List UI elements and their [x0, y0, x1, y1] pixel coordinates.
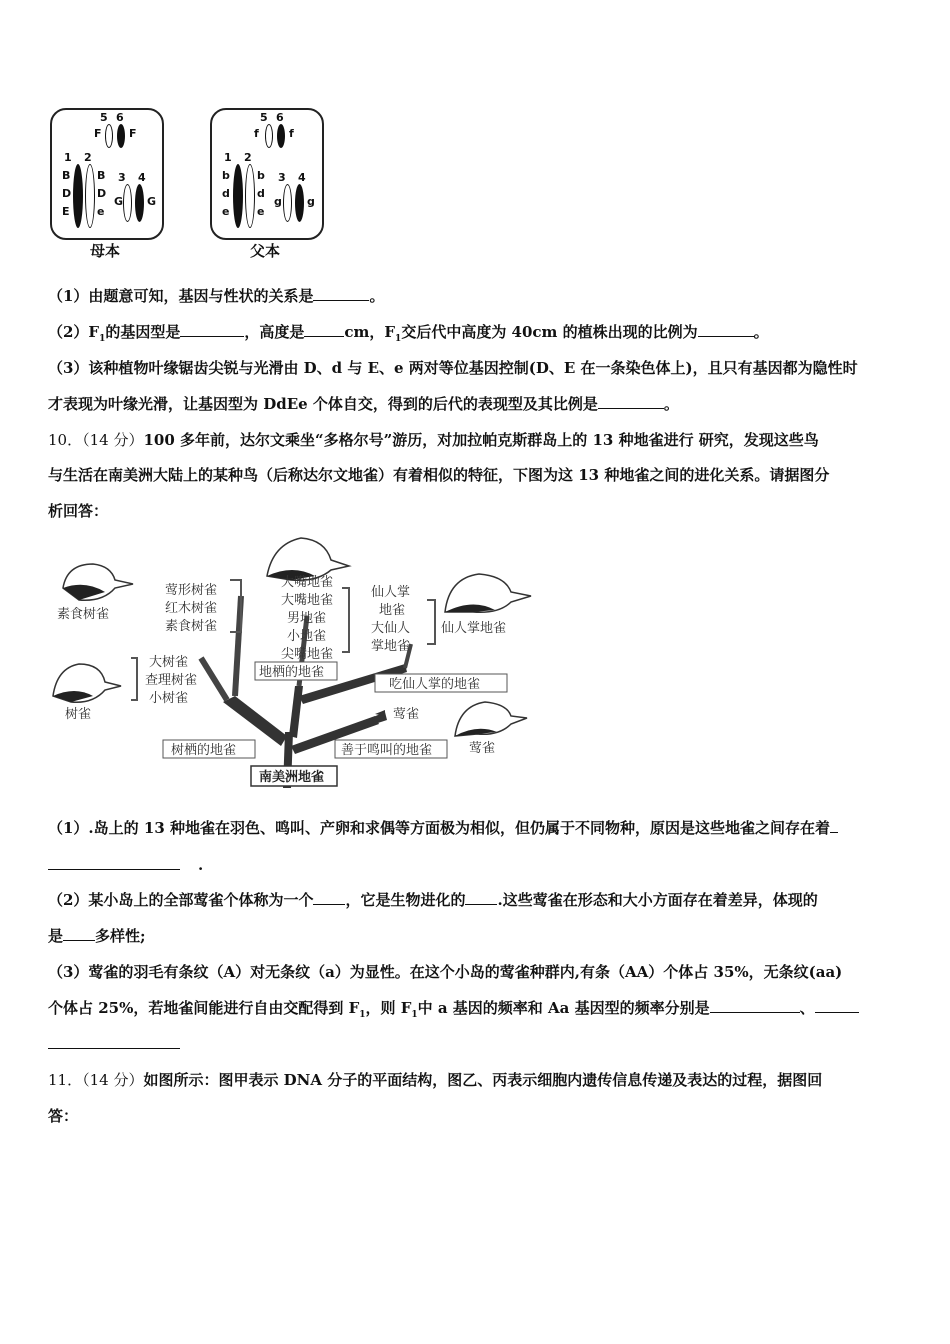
tree-lower-3: 小树雀 — [149, 691, 189, 706]
answer-blank[interactable] — [710, 998, 800, 1013]
gene-label: d — [222, 187, 230, 200]
chromosome-2 — [245, 164, 255, 228]
chromosome-6 — [277, 124, 285, 148]
finch-evolution-diagram — [45, 536, 535, 788]
q9-part3-line1: （3）该种植物叶缘锯齿尖锐与光滑由 D、d 与 E、e 两对等位基因控制(D、E 在一条染色体上)，且只有基因都为隐性时 — [48, 359, 858, 377]
ground-2: 大嘴地雀 — [281, 593, 334, 608]
gene-label: G — [147, 195, 157, 208]
gene-label: e — [97, 205, 105, 218]
bird-head-icon — [445, 574, 531, 612]
tree-box-label: 树栖的地雀 — [171, 743, 237, 758]
bracket-cactus — [427, 600, 435, 644]
ground-box-label: 地栖的地雀 — [259, 665, 325, 680]
gene-label: F — [129, 127, 137, 140]
gene-label: D — [97, 187, 107, 200]
bracket-ground — [342, 588, 349, 652]
chromosome-4 — [135, 184, 144, 222]
gene-label: d — [257, 187, 265, 200]
chromosome-number: 1 — [64, 151, 72, 164]
chromosome-2 — [85, 164, 95, 228]
left-upper-bird-label: 素食树雀 — [57, 607, 110, 622]
q9-part2: $(2)F_1$的基因型是 ，高度是 cm，$F_1$交后代中高度为 40cm 的植株出现的比例为 。 — [48, 323, 769, 344]
branch-tree-lower — [201, 658, 227, 700]
chromosome-4 — [295, 184, 304, 222]
q10-part1-line1: （1）.岛上的 13 种地雀在羽色、鸣叫、产卵和求偶等方面极为相似，但仍属于不同物种，原因是这些地雀之间存在着 — [48, 818, 910, 838]
chromosome-number: 1 — [224, 151, 232, 164]
father-cell — [210, 108, 324, 240]
chromosome-3 — [123, 184, 132, 222]
gene-label: g — [307, 195, 315, 208]
gene-label: g — [274, 195, 282, 208]
cactus-3: 大仙人 — [371, 621, 411, 636]
answer-blank[interactable] — [465, 890, 497, 905]
q10-stem-line2: 与生活在南美洲大陆上的某种鸟（后称达尔文地雀）有着相似的特征，下图为这 13 种地雀之间的进化关系。请据图分 — [48, 466, 830, 484]
answer-blank[interactable] — [313, 890, 345, 905]
chromosome-number: 6 — [276, 111, 284, 124]
q10-part2-line2: 是 多样性; — [48, 927, 146, 945]
tree-upper-3: 素食树雀 — [165, 619, 218, 634]
chromosome-number: 4 — [138, 171, 146, 184]
cactus-box-label: 吃仙人掌的地雀 — [389, 677, 481, 692]
answer-blank[interactable] — [180, 322, 244, 337]
gene-label: B — [62, 169, 71, 182]
chromosome-number: 3 — [278, 171, 286, 184]
gene-label: e — [222, 205, 230, 218]
chromosome-number: 5 — [260, 111, 268, 124]
bird-head-icon — [455, 702, 527, 736]
mother-cell — [50, 108, 164, 240]
gene-label: b — [257, 169, 265, 182]
ground-3: 男地雀 — [287, 611, 327, 626]
chromosome-5 — [105, 124, 113, 148]
chromosome-3 — [283, 184, 292, 222]
q10-stem-line3: 析回答： — [48, 502, 109, 520]
gene-label: f — [289, 127, 294, 140]
chromosome-number: 4 — [298, 171, 306, 184]
cactus-1: 仙人掌 — [371, 585, 411, 600]
bird-head-icon — [267, 538, 349, 580]
chromosome-number: 3 — [118, 171, 126, 184]
gene-label: b — [222, 169, 230, 182]
gene-label: G — [114, 195, 124, 208]
bird-head-icon — [63, 564, 133, 600]
tree-lower-2: 查理树雀 — [145, 673, 198, 688]
song-box-label: 善于鸣叫的地雀 — [341, 743, 433, 758]
gene-label: B — [97, 169, 106, 182]
answer-blank[interactable] — [815, 998, 859, 1013]
ground-1: 大嘴地雀 — [281, 575, 334, 590]
branch-tree-finches — [223, 696, 287, 746]
left-lower-bird-label: 树雀 — [65, 707, 92, 722]
mother-caption: 母本 — [89, 242, 120, 260]
chromosome-number: 2 — [84, 151, 92, 164]
q10-part1-line2: . — [48, 855, 910, 875]
chromosome-6 — [117, 124, 125, 148]
warbler-branch-label: 莺雀 — [393, 707, 420, 722]
tree-upper-2: 红木树雀 — [165, 601, 218, 616]
gene-label: f — [254, 127, 259, 140]
answer-blank[interactable] — [304, 322, 344, 337]
root-box-label: 南美洲地雀 — [259, 770, 325, 785]
chromosome-number: 2 — [244, 151, 252, 164]
warbler-bird-label: 莺雀 — [469, 741, 496, 756]
q10-stem-line1: 10．（14 分）100 多年前，达尔文乘坐“多格尔号”游历，对加拉帕克斯群岛上的 13 种地雀进行 研究，发现这些鸟 — [48, 431, 819, 449]
answer-blank[interactable] — [63, 926, 95, 941]
answer-blank[interactable] — [48, 1034, 180, 1049]
q9-part3-line2: 才表现为叶缘光滑，让基因型为 DdEe 个体自交，得到的后代的表现型及其比例是 。 — [48, 395, 679, 413]
answer-blank[interactable] — [698, 322, 754, 337]
gene-label: E — [62, 205, 70, 218]
chromosome-5 — [265, 124, 273, 148]
gene-label: F — [94, 127, 102, 140]
q10-part3-line3 — [48, 1034, 910, 1054]
gene-label: e — [257, 205, 265, 218]
answer-blank[interactable] — [313, 286, 369, 301]
answer-blank[interactable] — [830, 818, 838, 833]
father-caption: 父本 — [249, 242, 280, 260]
q10-part3-line1: （3）莺雀的羽毛有条纹（A）对无条纹（a）为显性。在这个小岛的莺雀种群内,有条（AA）个体占 35%，无条纹(aa) — [48, 963, 843, 981]
answer-blank[interactable] — [48, 855, 180, 870]
ground-5: 尖嘴地雀 — [281, 647, 334, 662]
cactus-bird-label: 仙人掌地雀 — [441, 621, 507, 636]
chromosome-1 — [73, 164, 83, 228]
ground-4: 小地雀 — [287, 629, 327, 644]
bracket-tree-lower — [131, 658, 137, 700]
cactus-4: 掌地雀 — [371, 639, 411, 654]
tree-lower-1: 大树雀 — [149, 655, 189, 670]
bird-head-icon — [53, 664, 121, 702]
chromosome-figure — [50, 104, 330, 264]
chromosome-number: 6 — [116, 111, 124, 124]
q10-part2-line1: （2）某小岛上的全部莺雀个体称为一个 ，它是生物进化的 .这些莺雀在形态和大小方面存在着差异，体现的 — [48, 891, 818, 909]
cactus-2: 地雀 — [379, 603, 406, 618]
q11-stem-line2: 答： — [48, 1107, 79, 1125]
q9-part1: （1）由题意可知，基因与性状的关系是 。 — [48, 287, 385, 305]
q10-part3-line2: 个体占 25%，若地雀间能进行自由交配得到 $F_1$，则 $F_1$中 a 基因的频率和 Aa 基因型的频率分别是 、 — [48, 998, 910, 1025]
gene-label: D — [62, 187, 72, 200]
tree-upper-1: 莺形树雀 — [165, 583, 218, 598]
answer-blank[interactable] — [598, 394, 664, 409]
branch-ground — [289, 686, 303, 738]
q11-stem-line1: 11．（14 分）如图所示：图甲表示 DNA 分子的平面结构，图乙、丙表示细胞内遗传信息传递及表达的过程，据图回 — [48, 1071, 823, 1089]
chromosome-number: 5 — [100, 111, 108, 124]
chromosome-1 — [233, 164, 243, 228]
